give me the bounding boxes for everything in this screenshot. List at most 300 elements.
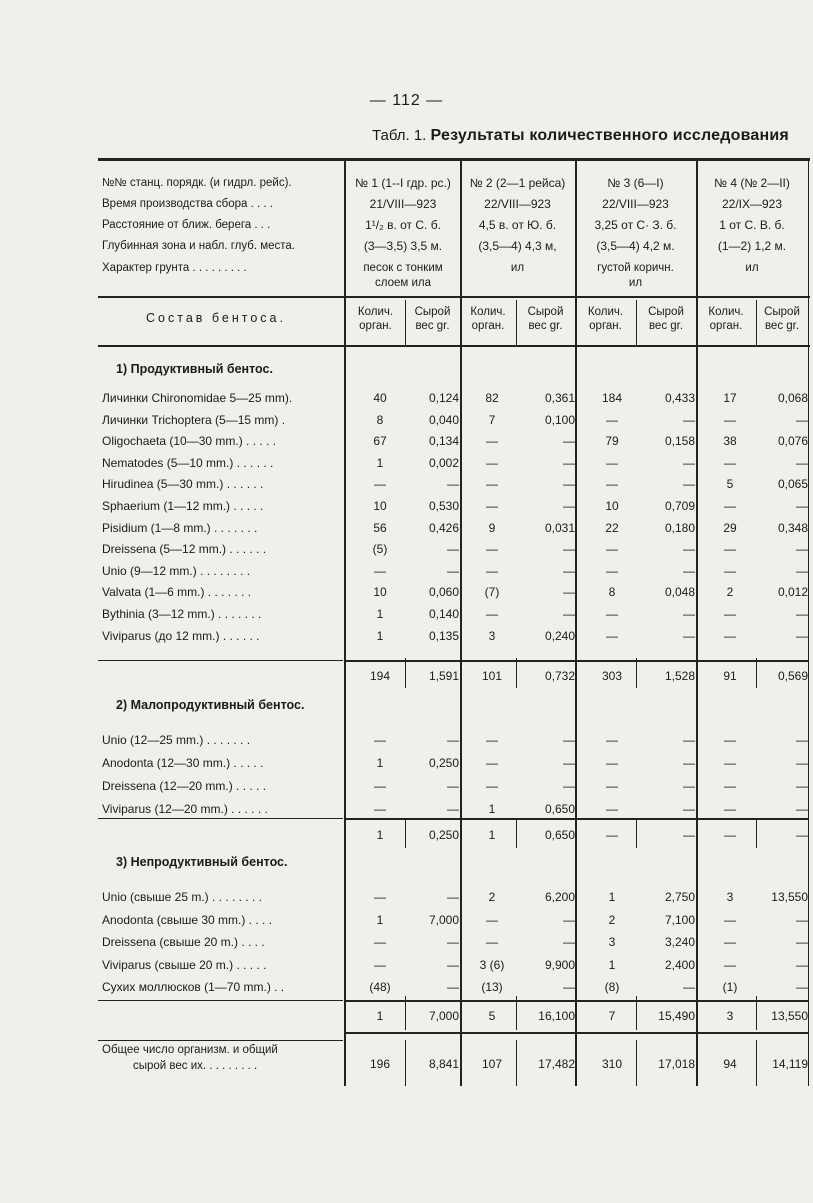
row-value-count: —: [486, 434, 498, 448]
row-value-count: —: [606, 779, 618, 793]
column-rule-split: [516, 658, 517, 688]
subtotal-value-count: 91: [723, 669, 737, 683]
column-rule-split: [756, 818, 757, 848]
subtotal-value-weight: 0,569: [777, 669, 808, 683]
row-label: Bythinia (3—12 mm.) . . . . . . .: [102, 607, 262, 621]
row-value-weight: 0,158: [664, 434, 695, 448]
row-value-weight: —: [563, 434, 575, 448]
row-value-weight: —: [796, 935, 808, 949]
subtotal-rule: [98, 818, 343, 819]
subtotal-value-weight: 0,732: [544, 669, 575, 683]
column-rule-label: [344, 160, 346, 1086]
column-rule-right: [808, 160, 809, 1086]
weight-header: Сырой: [414, 306, 451, 318]
row-value-count: 1: [376, 913, 384, 927]
row-value-count: —: [606, 629, 618, 643]
row-value-count: 1: [376, 456, 384, 470]
row-value-weight: 0,100: [544, 413, 575, 427]
row-value-weight: 0,650: [544, 802, 575, 816]
row-value-count: —: [606, 477, 618, 491]
station-distance: 4,5 в. от Ю. б.: [478, 218, 557, 232]
subtotal-value-weight: 13,550: [771, 1009, 808, 1023]
row-value-weight: 0,060: [428, 585, 459, 599]
column-rule-split: [516, 818, 517, 848]
grand-rule: [98, 1040, 343, 1041]
column-rule-station: [575, 160, 577, 1086]
row-value-weight: 0,040: [428, 413, 459, 427]
station-ground: ил: [745, 262, 759, 274]
row-value-count: —: [486, 456, 498, 470]
row-value-weight: —: [447, 779, 459, 793]
subtotal-value-count: 1: [376, 1009, 384, 1023]
row-value-weight: —: [563, 733, 575, 747]
row-value-count: —: [724, 629, 736, 643]
column-rule-split: [405, 1040, 406, 1086]
row-value-weight: 0,361: [544, 391, 575, 405]
row-value-weight: —: [683, 542, 695, 556]
column-rule-split: [405, 658, 406, 688]
row-value-count: —: [724, 756, 736, 770]
row-value-weight: —: [563, 935, 575, 949]
row-value-count: —: [486, 564, 498, 578]
row-value-count: —: [374, 779, 386, 793]
row-value-count: —: [486, 542, 498, 556]
subtotal-rule: [346, 1000, 808, 1002]
column-rule-split: [636, 300, 637, 345]
row-value-count: 17: [723, 391, 737, 405]
row-value-weight: —: [683, 456, 695, 470]
subtotal-value-count: 1: [488, 828, 496, 842]
row-label: Nematodes (5—10 mm.) . . . . . .: [102, 456, 274, 470]
row-value-count: 3: [726, 890, 734, 904]
weight-header: вес gr.: [764, 320, 800, 332]
row-value-weight: —: [683, 564, 695, 578]
row-value-weight: —: [563, 564, 575, 578]
row-label: Unio (12—25 mm.) . . . . . . .: [102, 733, 251, 747]
row-value-count: 8: [608, 585, 616, 599]
weight-header: вес gr.: [648, 320, 684, 332]
count-header: орган.: [709, 320, 743, 332]
subtotal-rule: [346, 818, 808, 820]
row-value-weight: —: [563, 585, 575, 599]
row-value-weight: —: [796, 629, 808, 643]
row-value-weight: 7,000: [428, 913, 459, 927]
row-value-weight: 0,240: [544, 629, 575, 643]
row-value-count: 1: [376, 607, 384, 621]
row-value-weight: 0,076: [777, 434, 808, 448]
row-value-count: —: [724, 607, 736, 621]
row-label: Sphaerium (1—12 mm.) . . . . .: [102, 499, 264, 513]
station-ground: ил: [628, 277, 643, 289]
weight-header: вес gr.: [415, 320, 450, 332]
row-value-count: 2: [608, 913, 616, 927]
row-value-count: 82: [485, 391, 499, 405]
row-value-count: —: [606, 802, 618, 816]
row-value-weight: 0,180: [664, 521, 695, 535]
row-value-count: (48): [369, 980, 391, 994]
row-value-weight: —: [796, 980, 808, 994]
row-value-weight: —: [563, 756, 575, 770]
row-value-weight: 0,068: [777, 391, 808, 405]
page-number: — 112 —: [369, 92, 444, 109]
row-value-count: 3 (6): [479, 958, 505, 972]
count-header: Колич.: [708, 306, 744, 318]
row-value-count: (8): [604, 980, 620, 994]
station-number: № 3 (6—I): [607, 176, 664, 190]
row-value-count: 9: [488, 521, 496, 535]
row-label: Сухих моллюсков (1—70 mm.) . .: [102, 980, 285, 994]
row-value-weight: —: [447, 733, 459, 747]
row-value-count: 1: [488, 802, 496, 816]
row-value-weight: —: [447, 890, 459, 904]
row-value-weight: 0,250: [428, 756, 459, 770]
row-value-count: —: [486, 935, 498, 949]
count-header: орган.: [589, 320, 622, 332]
row-value-weight: 0,012: [777, 585, 808, 599]
subtotal-value-count: —: [606, 828, 618, 842]
row-value-count: —: [486, 499, 498, 513]
row-label: Dreissena (5—12 mm.) . . . . . .: [102, 542, 267, 556]
row-value-count: 3: [488, 629, 496, 643]
station-date: 22/VIII—923: [602, 197, 669, 211]
subtotal-value-count: 1: [376, 828, 384, 842]
row-value-weight: 0,031: [544, 521, 575, 535]
grand-total-label: сырой вес их. . . . . . . . .: [133, 1060, 258, 1072]
row-value-count: 8: [376, 413, 384, 427]
column-rule-split: [516, 1040, 517, 1086]
count-header: Колич.: [470, 306, 506, 318]
row-value-weight: —: [796, 413, 808, 427]
row-value-count: 10: [605, 499, 619, 513]
row-value-weight: —: [563, 542, 575, 556]
row-value-weight: —: [683, 733, 695, 747]
subtotal-value-weight: 0,250: [428, 828, 459, 842]
station-depth: (3,5—4) 4,3 м,: [478, 239, 557, 253]
row-value-weight: 13,550: [771, 890, 808, 904]
row-value-weight: —: [447, 564, 459, 578]
subtotal-value-count: 194: [369, 669, 391, 683]
subtotal-value-count: 7: [608, 1009, 616, 1023]
station-date: 22/VIII—923: [484, 197, 551, 211]
row-value-count: 56: [373, 521, 387, 535]
row-value-count: 40: [373, 391, 387, 405]
row-label: Личинки Trichoptera (5—15 mm) .: [102, 413, 286, 427]
top-rule: [98, 158, 810, 161]
row-value-count: 79: [605, 434, 619, 448]
row-value-weight: 0,709: [664, 499, 695, 513]
header-label: Время производства сбора . . . .: [102, 198, 274, 210]
row-value-count: 22: [605, 521, 619, 535]
count-header: Колич.: [357, 306, 394, 318]
row-value-count: 29: [723, 521, 737, 535]
column-rule-split: [405, 300, 406, 345]
station-date: 22/IX—923: [721, 197, 783, 211]
row-value-weight: —: [796, 802, 808, 816]
station-number: № 2 (2—1 рейса): [469, 176, 566, 190]
subtotal-rule: [346, 660, 808, 662]
row-value-count: —: [486, 477, 498, 491]
station-ground: густой коричн.: [597, 262, 674, 274]
row-value-count: 5: [726, 477, 734, 491]
row-value-weight: —: [796, 564, 808, 578]
row-value-count: —: [606, 542, 618, 556]
row-value-weight: —: [796, 958, 808, 972]
row-value-count: —: [724, 499, 736, 513]
row-value-count: 3: [608, 935, 616, 949]
grand-total-value-weight: 17,482: [538, 1057, 575, 1071]
row-value-weight: —: [447, 477, 459, 491]
row-value-weight: 0,135: [428, 629, 459, 643]
row-value-weight: —: [683, 756, 695, 770]
row-value-weight: —: [683, 477, 695, 491]
subtotal-value-count: —: [724, 828, 736, 842]
row-value-count: —: [374, 564, 386, 578]
row-value-count: —: [374, 733, 386, 747]
row-label: Unio (свыше 25 m.) . . . . . . . .: [102, 890, 262, 904]
row-value-count: 7: [488, 413, 496, 427]
row-value-weight: 3,240: [664, 935, 695, 949]
row-value-count: —: [374, 477, 386, 491]
subtotal-rule: [98, 660, 343, 661]
row-value-weight: —: [796, 456, 808, 470]
row-value-weight: —: [447, 542, 459, 556]
composition-label: Состав бентоса.: [146, 311, 286, 325]
subtotal-rule-end: [346, 1032, 808, 1034]
station-depth: (3—3,5) 3,5 м.: [363, 239, 443, 253]
row-value-weight: —: [796, 542, 808, 556]
row-value-count: 10: [373, 499, 387, 513]
row-label: Anodonta (свыше 30 mm.) . . . .: [102, 913, 273, 927]
row-label: Viviparus (свыше 20 m.) . . . . .: [102, 958, 267, 972]
header-label: Расстояние от ближ. берега . . .: [102, 219, 271, 231]
row-value-weight: 0,433: [664, 391, 695, 405]
table-title-prefix: Табл. 1.: [372, 127, 427, 144]
weight-header: Сырой: [527, 306, 564, 318]
column-rule-split: [405, 996, 406, 1030]
row-value-weight: —: [796, 779, 808, 793]
column-rule-station: [696, 160, 698, 1086]
grand-total-label: Общее число организм. и общий: [102, 1044, 278, 1056]
row-value-count: —: [606, 413, 618, 427]
row-value-count: 2: [488, 890, 496, 904]
row-value-count: —: [486, 607, 498, 621]
row-value-weight: —: [796, 913, 808, 927]
column-rule-split: [756, 300, 757, 345]
row-value-count: 184: [601, 391, 623, 405]
header-label: №№ станц. порядк. (и гидрл. рейс).: [102, 177, 292, 189]
row-label: Pisidium (1—8 mm.) . . . . . . .: [102, 521, 258, 535]
row-value-weight: 2,750: [664, 890, 695, 904]
row-value-weight: 2,400: [664, 958, 695, 972]
station-distance: 3,25 от С· З. б.: [594, 218, 677, 232]
row-value-weight: —: [683, 607, 695, 621]
row-value-count: —: [374, 958, 386, 972]
row-value-count: —: [606, 607, 618, 621]
column-rule-split: [636, 1040, 637, 1086]
row-value-count: 10: [373, 585, 387, 599]
table-title-text: Результаты количественного исследования: [430, 127, 789, 144]
station-depth: (1—2) 1,2 м.: [717, 239, 787, 253]
row-value-weight: —: [796, 499, 808, 513]
row-value-count: (13): [481, 980, 503, 994]
header-label: Глубинная зона и набл. глуб. места.: [102, 240, 296, 252]
row-value-weight: 0,065: [777, 477, 808, 491]
row-label: Viviparus (до 12 mm.) . . . . . .: [102, 629, 260, 643]
row-value-count: —: [374, 890, 386, 904]
row-value-count: 1: [608, 958, 616, 972]
row-value-weight: —: [563, 499, 575, 513]
column-rule-split: [516, 300, 517, 345]
subtotal-value-weight: 16,100: [538, 1009, 575, 1023]
row-value-count: —: [724, 958, 736, 972]
row-value-count: —: [374, 802, 386, 816]
row-value-weight: 0,140: [428, 607, 459, 621]
subtotal-rule: [98, 1000, 343, 1001]
row-value-weight: 0,048: [664, 585, 695, 599]
row-value-weight: —: [447, 935, 459, 949]
row-value-weight: —: [683, 413, 695, 427]
station-ground: песок с тонким: [363, 262, 443, 274]
row-value-weight: 0,426: [428, 521, 459, 535]
row-value-weight: —: [563, 456, 575, 470]
row-value-weight: 9,900: [544, 958, 575, 972]
row-value-count: —: [724, 913, 736, 927]
subtotal-value-weight: —: [796, 828, 808, 842]
row-value-count: —: [724, 413, 736, 427]
column-rule-split: [516, 996, 517, 1030]
grand-total-value-weight: 8,841: [428, 1057, 459, 1071]
row-value-count: 1: [376, 629, 384, 643]
grand-total-value-weight: 17,018: [658, 1057, 695, 1071]
column-rule-split: [636, 996, 637, 1030]
grand-total-value-count: 196: [369, 1057, 391, 1071]
row-value-count: —: [724, 564, 736, 578]
row-value-weight: —: [447, 958, 459, 972]
row-value-weight: —: [796, 733, 808, 747]
row-value-count: —: [724, 802, 736, 816]
row-value-weight: —: [563, 607, 575, 621]
count-header: орган.: [359, 320, 392, 332]
row-value-count: —: [606, 733, 618, 747]
row-label: Unio (9—12 mm.) . . . . . . . .: [102, 564, 251, 578]
grand-total-value-count: 310: [601, 1057, 623, 1071]
header-rule: [98, 296, 810, 298]
row-value-count: 1: [376, 756, 384, 770]
station-ground: слоем ила: [374, 277, 431, 289]
subtotal-value-count: 5: [488, 1009, 496, 1023]
row-value-weight: 0,002: [428, 456, 459, 470]
row-value-count: 38: [723, 434, 737, 448]
subtotal-value-weight: —: [683, 828, 695, 842]
subtotal-value-count: 303: [601, 669, 623, 683]
row-value-weight: 7,100: [664, 913, 695, 927]
row-value-weight: 0,348: [777, 521, 808, 535]
row-value-weight: 6,200: [544, 890, 575, 904]
row-value-weight: —: [683, 980, 695, 994]
count-header: Колич.: [587, 306, 624, 318]
row-value-count: —: [606, 456, 618, 470]
section-title: 3) Непродуктивный бентос.: [116, 855, 288, 869]
row-value-count: (7): [484, 585, 500, 599]
header-label: Характер грунта . . . . . . . . .: [102, 262, 247, 274]
row-value-count: —: [486, 756, 498, 770]
row-value-weight: —: [563, 779, 575, 793]
weight-header: Сырой: [764, 306, 800, 318]
row-label: Dreissena (12—20 mm.) . . . . .: [102, 779, 267, 793]
station-distance: 1 от С. В. б.: [719, 218, 785, 232]
row-value-count: 1: [608, 890, 616, 904]
station-distance: 1¹/₂ в. от С. б.: [365, 218, 441, 232]
row-value-weight: —: [563, 913, 575, 927]
weight-header: Сырой: [648, 306, 684, 318]
row-value-weight: —: [683, 779, 695, 793]
column-rule-split: [756, 1040, 757, 1086]
row-label: Личинки Chironomidae 5—25 mm).: [102, 391, 293, 405]
grand-total-value-count: 94: [723, 1057, 737, 1071]
row-value-weight: 0,134: [428, 434, 459, 448]
column-rule-split: [636, 818, 637, 848]
grand-total-value-count: 107: [481, 1057, 503, 1071]
column-rule-split: [636, 658, 637, 688]
row-value-count: —: [724, 542, 736, 556]
station-number: № 1 (1--I гдр. рс.): [355, 176, 451, 190]
weight-header: вес gr.: [528, 320, 563, 332]
table-title: [372, 127, 789, 145]
row-value-count: 67: [373, 434, 387, 448]
row-value-count: —: [486, 913, 498, 927]
section-title: 1) Продуктивный бентос.: [116, 362, 273, 376]
row-value-count: (1): [722, 980, 738, 994]
count-header: орган.: [471, 320, 505, 332]
column-rule-split: [756, 658, 757, 688]
row-value-weight: —: [563, 980, 575, 994]
row-value-weight: —: [447, 980, 459, 994]
row-value-weight: —: [683, 629, 695, 643]
subtotal-value-weight: 15,490: [658, 1009, 695, 1023]
row-value-count: —: [724, 456, 736, 470]
composition-rule: [98, 345, 810, 347]
row-value-count: (5): [372, 542, 388, 556]
station-date: 21/VIII—923: [369, 197, 437, 211]
row-value-weight: —: [563, 477, 575, 491]
subtotal-value-count: 101: [481, 669, 503, 683]
row-label: Oligochaeta (10—30 mm.) . . . . .: [102, 434, 277, 448]
row-value-count: —: [724, 779, 736, 793]
subtotal-value-count: 3: [726, 1009, 734, 1023]
row-label: Valvata (1—6 mm.) . . . . . . .: [102, 585, 252, 599]
row-label: Hirudinea (5—30 mm.) . . . . . .: [102, 477, 264, 491]
row-value-count: —: [606, 756, 618, 770]
grand-total-value-weight: 14,119: [772, 1057, 808, 1071]
row-value-weight: —: [683, 802, 695, 816]
row-label: Anodonta (12—30 mm.) . . . . .: [102, 756, 264, 770]
row-value-count: —: [724, 733, 736, 747]
row-value-weight: —: [796, 607, 808, 621]
row-value-count: —: [724, 935, 736, 949]
subtotal-value-weight: 7,000: [428, 1009, 459, 1023]
section-title: 2) Малопродуктивный бентос.: [116, 698, 305, 712]
row-value-count: 2: [726, 585, 734, 599]
station-number: № 4 (№ 2—II): [714, 176, 790, 190]
column-rule-split: [756, 996, 757, 1030]
row-value-weight: —: [447, 802, 459, 816]
row-value-count: —: [486, 733, 498, 747]
subtotal-value-weight: 1,591: [428, 669, 459, 683]
row-label: Viviparus (12—20 mm.) . . . . . .: [102, 802, 268, 816]
subtotal-value-weight: 0,650: [544, 828, 575, 842]
row-value-count: —: [606, 564, 618, 578]
row-value-weight: 0,530: [428, 499, 459, 513]
